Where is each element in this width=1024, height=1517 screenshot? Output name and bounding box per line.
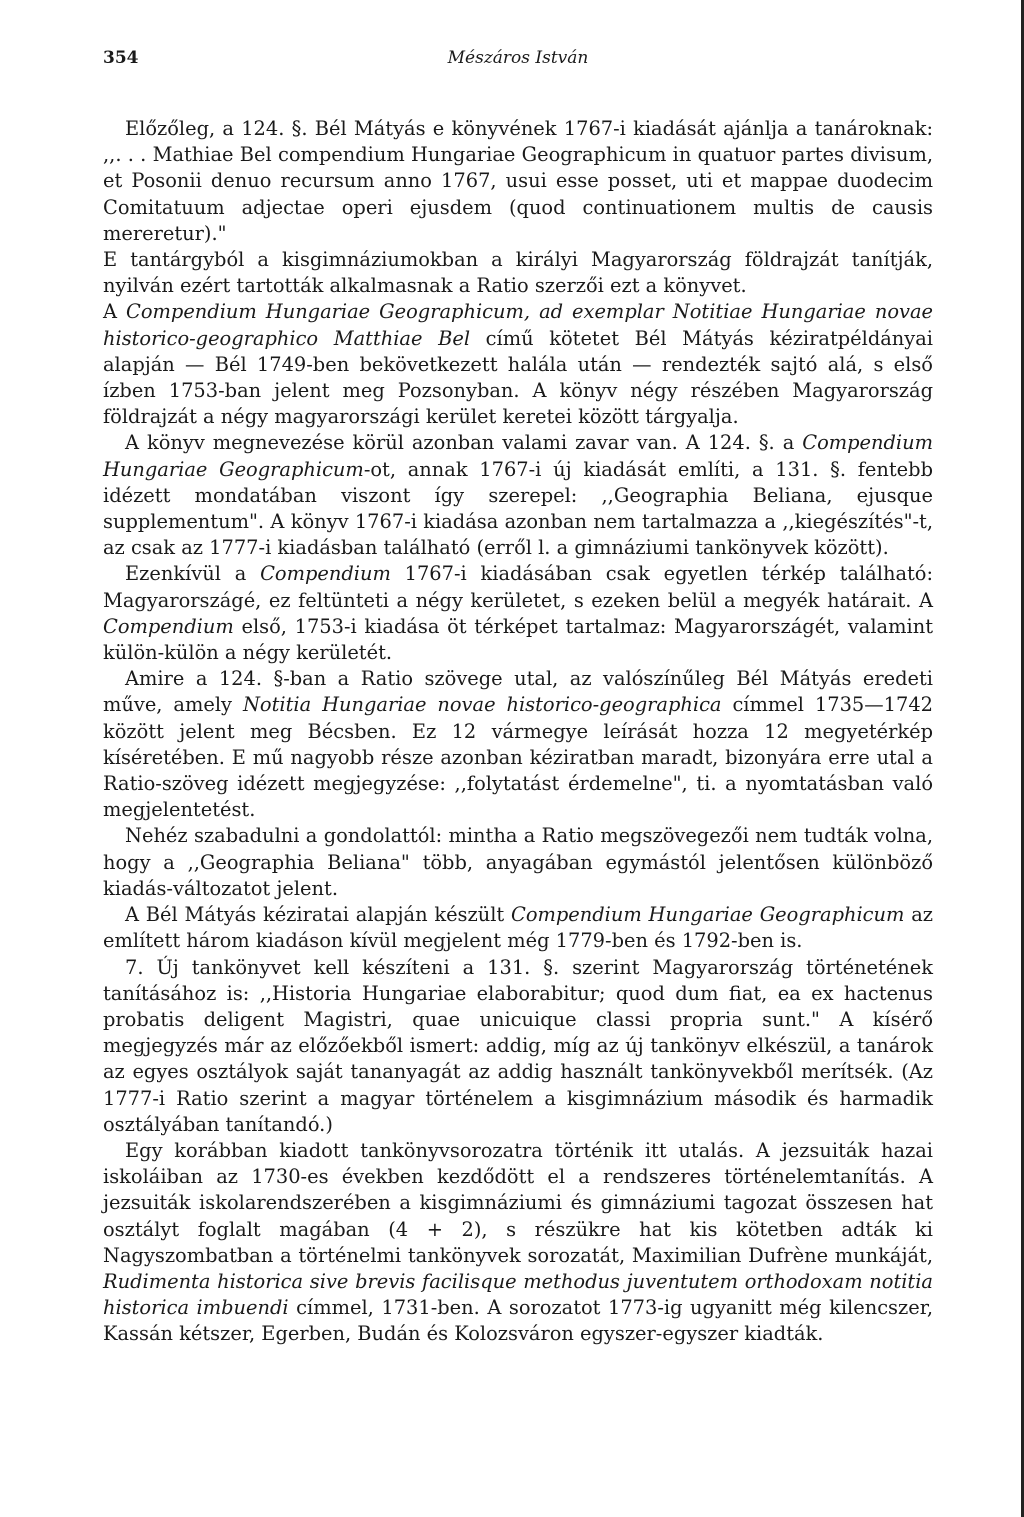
paragraph — [103, 666, 933, 823]
paragraph-text: első, 1753-i kiadása öt térképet tartalmaz: Magyarországét, valamint külön-külön a négy kerületét. — [103, 614, 933, 665]
paragraph-text: A könyv megnevezése körül azonban valami zavar van. A 124. §. a — [125, 431, 803, 455]
italic-title-text: Compendium Hungariae Geographicum — [103, 431, 933, 481]
italic-title-text: Compendium — [260, 562, 391, 586]
paragraph-text: címmel 1735—1742 között jelent meg Bécsben. Ez 12 vármegye leírását hozza 12 megyetérkép kíséretében. E mű nagyobb része azonban kéziratban maradt, bizonyára erre utal a Ratio-szöveg idézett megjegyzése: ,,folytatást érdemelne", ti. a nyomtatásban való megjelentetést. — [103, 693, 933, 822]
paragraph — [103, 561, 933, 666]
paragraph-text: Nehéz szabadulni a gondolattól: mintha a Ratio megszövegezői nem tudták volna, hogy a ,,Geographia Beliana" több, anyagában egymástól jelentősen különböző kiadás-változatot jelent. — [103, 824, 933, 900]
italic-title-text: Compendium Hungariae Geographicum — [511, 903, 905, 927]
page-header — [103, 48, 933, 78]
paragraph-text: Amire a 124. §-ban a Ratio szövege utal, az valószínűleg Bél Mátyás eredeti műve, amely — [103, 667, 933, 717]
body-text — [103, 116, 933, 1348]
paragraph — [103, 116, 933, 247]
paragraph-text: A — [103, 300, 127, 324]
paragraph — [103, 955, 933, 1138]
paragraph-text: az említett három kiadáson kívül megjelent még 1779-ben és 1792-ben is. — [103, 903, 933, 953]
paragraph-text: E tantárgyból a kisgimnáziumokban a királyi Magyarország földrajzát tanítják, nyilván ezért tartották alkalmasnak a Ratio szerzői ezt a könyvet. — [103, 248, 933, 298]
paragraph — [103, 1138, 933, 1348]
page-number: 354 — [103, 48, 139, 68]
paragraph-text: -ot, annak 1767-i új kiadását említi, a 131. §. fentebb idézett mondatában viszont így szerepel: ,,Geographia Beliana, ejusque supplementum". A könyv 1767-i kiadása azonban nem tartalmazza a ,,kiegészítés"-t, az csak az 1777-i kiadásban található (erről l. a gimnáziumi tankönyvek között). — [103, 457, 933, 560]
paragraph-text: címmel, 1731-ben. A sorozatot 1773-ig ugyanitt még kilencszer, Kassán kétszer, Egerben, Budán és Kolozsváron egyszer-egyszer kiadták. — [103, 1296, 934, 1346]
italic-title-text: Rudimenta historica sive brevis facilisque methodus juventutem orthodoxam notitia historica imbuendi — [103, 1269, 933, 1320]
paragraph — [103, 430, 933, 561]
running-title: Mészáros István — [447, 48, 589, 68]
paragraph-text: A Bél Mátyás kéziratai alapján készült — [125, 903, 511, 927]
paragraph — [103, 247, 933, 299]
paragraph-text: 1767-i kiadásában csak egyetlen térkép található: Magyarországé, ez feltünteti a négy kerületet, s ezeken belül a megyék határait. A — [103, 562, 933, 612]
paragraph — [103, 902, 933, 954]
paragraph-text: Egy korábban kiadott tankönyvsorozatra történik itt utalás. A jezsuiták hazai iskoláiban az 1730-es években kezdődött el a rendszeres történelemtanítás. A jezsuiták iskolarendszerében a kisgimnáziumi és gimnáziumi tagozat összesen hat osztályt foglalt magában (4 + 2), s részükre hat kis kötetben adták ki Nagyszombatban a történelmi tankönyvek sorozatát, Maximilian Dufrène munkáját, — [103, 1138, 933, 1267]
italic-title-text: Compendium — [103, 614, 234, 638]
paragraph — [103, 823, 933, 902]
paragraph-text: című kötetet Bél Mátyás kéziratpéldányai alapján — Bél 1749-ben bekövetkezett halála után — rendezték sajtó alá, s első ízben 1753-ban jelent meg Pozsonyban. A könyv négy részében Magyarország földrajzát a négy magyarországi kerület keretei között tárgyalja. — [103, 326, 934, 429]
paragraph-text: 7. Új tankönyvet kell készíteni a 131. §. szerint Magyarország történetének tanításához is: ,,Historia Hungariae elaborabitur; quod dum fiat, ea ex hactenus probatis deligent Magistri, quae unicuique classi propria sunt." A kísérő megjegyzés már az előzőekből ismert: addig, míg az új tankönyv elkészül, a tanárok az egyes osztályok saját tananyagát az addig használt tankönyvekből merítsék. (Az 1777-i Ratio szerint a magyar történelem a kisgimnázium második és harmadik osztályában tanítandó.) — [103, 955, 933, 1136]
paragraph — [103, 299, 933, 430]
paragraph-text: Előzőleg, a 124. §. Bél Mátyás e könyvének 1767-i kiadását ajánlja a tanároknak: ,,. . . Mathiae Bel compendium Hungariae Geographicum in quatuor partes divisum, et Posonii denuo recursum anno 1767, usui esse posset, uti et mappae duodecim Comitatuum adjectae operi ejusdem (quod continuationem multis de causis mereretur)." — [103, 117, 933, 245]
paragraph-text: Ezenkívül a — [125, 562, 261, 586]
italic-title-text: Notitia Hungariae novae historico-geographica — [242, 693, 722, 717]
italic-title-text: Compendium Hungariae Geographicum, ad exemplar Notitiae Hungariae novae historico-geographico Matthiae Bel — [103, 300, 933, 350]
